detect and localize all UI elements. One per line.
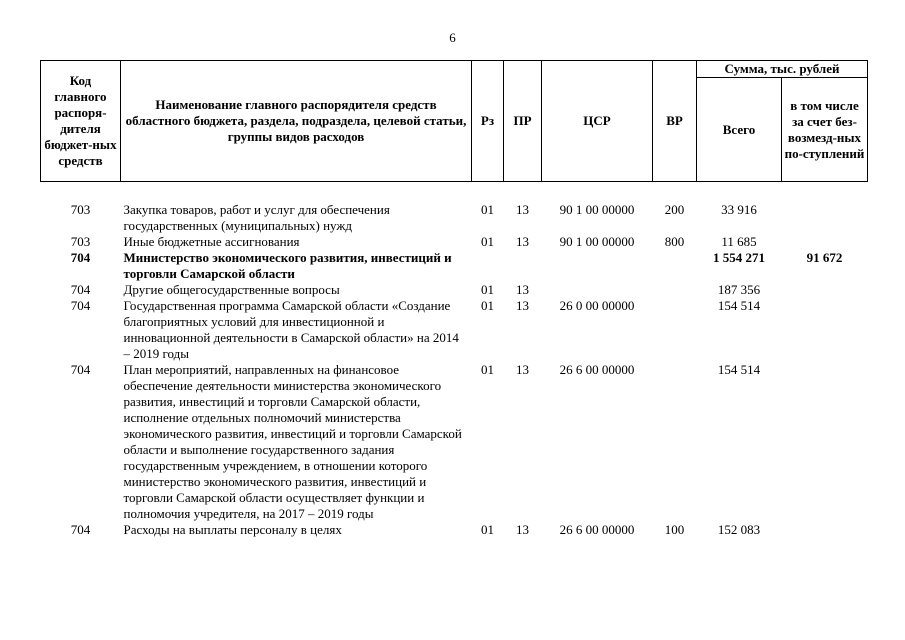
row-gratuitous bbox=[782, 522, 868, 538]
table-row bbox=[41, 234, 868, 250]
row-csr: 26 6 00 00000 bbox=[559, 362, 635, 377]
row-csr: 90 1 00 00000 bbox=[559, 234, 635, 249]
row-pr: 13 bbox=[516, 522, 529, 537]
table-body bbox=[41, 182, 868, 539]
table-row bbox=[41, 298, 868, 362]
row-csr: 26 6 00 00000 bbox=[559, 522, 635, 537]
row-rz bbox=[472, 250, 504, 282]
row-gratuitous bbox=[782, 234, 868, 250]
row-total: 33 916 bbox=[721, 202, 757, 217]
row-vr bbox=[653, 250, 697, 282]
row-vr bbox=[653, 282, 697, 298]
row-code: 704 bbox=[70, 522, 91, 537]
row-vr: 100 bbox=[664, 522, 685, 537]
header-csr: ЦСР bbox=[542, 61, 653, 182]
row-vr: 800 bbox=[664, 234, 685, 249]
table-row bbox=[41, 282, 868, 298]
header-rz: Рз bbox=[472, 61, 504, 182]
header-gratuitous: в том числе за счет без-возмезд-ных по-ступлений bbox=[782, 78, 868, 182]
row-gratuitous bbox=[782, 202, 868, 234]
row-pr: 13 bbox=[516, 234, 529, 249]
row-name: Министерство экономического развития, инвестиций и торговли Самарской области bbox=[123, 250, 452, 281]
spacer-row bbox=[41, 182, 868, 203]
row-pr: 13 bbox=[516, 362, 529, 377]
header-total: Всего bbox=[697, 78, 782, 182]
row-code: 703 bbox=[70, 234, 91, 249]
row-vr: 200 bbox=[664, 202, 685, 217]
row-gratuitous: 91 672 bbox=[806, 250, 843, 265]
row-csr: 26 0 00 00000 bbox=[559, 298, 635, 313]
header-code: Код главного распоря-дителя бюджет-ных средств bbox=[41, 61, 121, 182]
row-rz: 01 bbox=[481, 298, 494, 313]
row-pr: 13 bbox=[516, 298, 529, 313]
row-code: 703 bbox=[70, 202, 91, 217]
row-rz: 01 bbox=[481, 202, 494, 217]
table-row bbox=[41, 250, 868, 282]
row-code: 704 bbox=[70, 298, 91, 313]
row-code: 704 bbox=[70, 250, 91, 265]
row-gratuitous bbox=[782, 362, 868, 522]
header-sum: Сумма, тыс. рублей bbox=[697, 61, 868, 78]
budget-table bbox=[40, 60, 868, 538]
row-total: 1 554 271 bbox=[713, 250, 765, 265]
row-total: 187 356 bbox=[717, 282, 761, 297]
header-pr: ПР bbox=[504, 61, 542, 182]
table-row bbox=[41, 202, 868, 234]
row-name: Иные бюджетные ассигнования bbox=[123, 234, 300, 249]
row-pr bbox=[504, 250, 542, 282]
row-total: 11 685 bbox=[721, 234, 757, 249]
row-vr bbox=[653, 298, 697, 362]
row-code: 704 bbox=[70, 362, 91, 377]
page-number: 6 bbox=[449, 30, 456, 45]
row-pr: 13 bbox=[516, 202, 529, 217]
row-rz: 01 bbox=[481, 282, 494, 297]
row-name: Другие общегосударственные вопросы bbox=[123, 282, 340, 297]
row-rz: 01 bbox=[481, 522, 494, 537]
row-rz: 01 bbox=[481, 362, 494, 377]
row-pr: 13 bbox=[516, 282, 529, 297]
row-code: 704 bbox=[70, 282, 91, 297]
row-total: 154 514 bbox=[717, 362, 761, 377]
table-row bbox=[41, 362, 868, 522]
row-total: 154 514 bbox=[717, 298, 761, 313]
table-row bbox=[41, 522, 868, 538]
row-rz: 01 bbox=[481, 234, 494, 249]
row-csr bbox=[542, 282, 653, 298]
row-vr bbox=[653, 362, 697, 522]
row-name: Закупка товаров, работ и услуг для обеспечения государственных (муниципальных) нужд bbox=[123, 202, 390, 233]
row-csr bbox=[542, 250, 653, 282]
table-header bbox=[41, 61, 868, 182]
row-name: Расходы на выплаты персоналу в целях bbox=[123, 522, 342, 537]
row-total: 152 083 bbox=[717, 522, 761, 537]
row-gratuitous bbox=[782, 282, 868, 298]
row-name: План мероприятий, направленных на финансовое обеспечение деятельности министерства экономического развития, инвестиций и торговли Самарской области, исполнение отдельных полномочий министерства экономического развития, инвестиций и торговли Самарской области и выполнение государственного задания государственным учреждением, в отношении которого министерство экономического развития, инвестиций и торговли Самарской области осуществляет функции и полномочия учредителя, на 2017 – 2019 годы bbox=[123, 362, 462, 521]
row-name: Государственная программа Самарской области «Создание благоприятных условий для инвестиционной и инновационной деятельности в Самарской области» на 2014 – 2019 годы bbox=[123, 298, 459, 361]
header-name: Наименование главного распорядителя средств областного бюджета, раздела, подраздела, целевой статьи, группы видов расходов bbox=[121, 61, 472, 182]
header-vr: ВР bbox=[653, 61, 697, 182]
row-csr: 90 1 00 00000 bbox=[559, 202, 635, 217]
row-gratuitous bbox=[782, 298, 868, 362]
